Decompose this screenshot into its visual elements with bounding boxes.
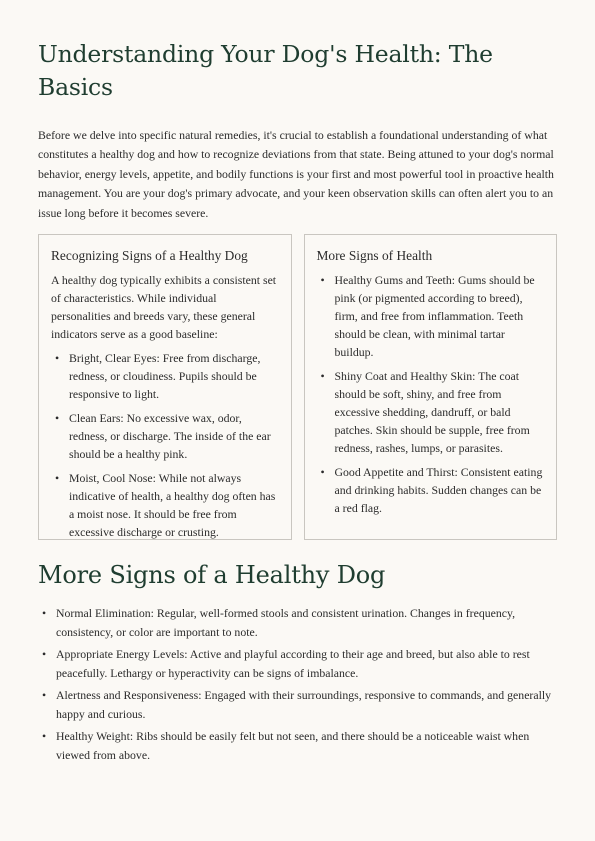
list-item: • Appropriate Energy Levels: Active and playful according to their age and breed, but also able to rest peacefully. Lethargy or hyperactivity can be signs of imbalance. (42, 647, 530, 681)
more-signs-box (304, 234, 558, 540)
bullet-icon: • (55, 411, 60, 426)
list-item: • Good Appetite and Thirst: Consistent eating and drinking habits. Sudden changes can be a red flag. (320, 465, 543, 516)
list-item: • Clean Ears: No excessive wax, odor, redness, or discharge. The inside of the ear should be a healthy pink. (55, 411, 271, 462)
bullet-icon: • (55, 471, 60, 486)
bullet-icon: • (320, 369, 325, 384)
box-paragraph: A healthy dog typically exhibits a consistent set of characteristics. While individual personalities and breeds vary, these general indicators serve as a good baseline: (51, 273, 277, 342)
list-item: • Healthy Weight: Ribs should be easily felt but not seen, and there should be a noticeable waist when viewed from above. (42, 729, 530, 763)
bullet-icon: • (55, 351, 60, 366)
box-list (317, 271, 545, 517)
section-list (38, 604, 557, 765)
page-title: Understanding Your Dog's Health: The Basics (38, 40, 493, 101)
bullet-icon: • (42, 729, 47, 744)
list-item: • Normal Elimination: Regular, well-formed stools and consistent urination. Changes in frequency, consistency, or color are important to note. (42, 606, 516, 640)
box-heading: Recognizing Signs of a Healthy Dog (51, 248, 248, 264)
list-item: • Bright, Clear Eyes: Free from discharge, redness, or cloudiness. Pupils should be responsive to light. (55, 351, 261, 402)
bullet-icon: • (320, 465, 325, 480)
list-item: • Alertness and Responsiveness: Engaged with their surroundings, responsive to commands, and generally happy and curious. (42, 688, 552, 722)
bullet-icon: • (320, 273, 325, 288)
list-item: • Moist, Cool Nose: While not always indicative of health, a healthy dog often has a moist nose. It should be free from excessive discharge or crusting. (55, 471, 276, 540)
bullet-icon: • (42, 688, 47, 703)
list-item: • Healthy Gums and Teeth: Gums should be pink (or pigmented according to breed), firm, and free from inflammation. Teeth should be clean, with minimal tartar buildup. (320, 273, 535, 360)
healthy-signs-box (38, 234, 292, 540)
info-boxes (38, 234, 557, 540)
list-item: • Shiny Coat and Healthy Skin: The coat should be soft, shiny, and free from excessive shedding, dandruff, or bald patches. Skin should be supple, free from redness, rashes, lumps, or parasites. (320, 369, 530, 456)
section-title: More Signs of a Healthy Dog (38, 561, 386, 590)
bullet-icon: • (42, 606, 47, 621)
intro-paragraph: Before we delve into specific natural remedies, it's crucial to establish a foundational understanding of what constitutes a healthy dog and how to recognize deviations from that state. Being attuned to your dog's normal behavior, energy levels, appetite, and bodily functions is your first and most powerful tool in proactive health management. You are your dog's primary advocate, and your keen observation skills can often alert you to an issue long before it becomes severe. (38, 128, 554, 220)
box-list (51, 349, 279, 541)
box-heading: More Signs of Health (316, 248, 433, 264)
bullet-icon: • (42, 647, 47, 662)
